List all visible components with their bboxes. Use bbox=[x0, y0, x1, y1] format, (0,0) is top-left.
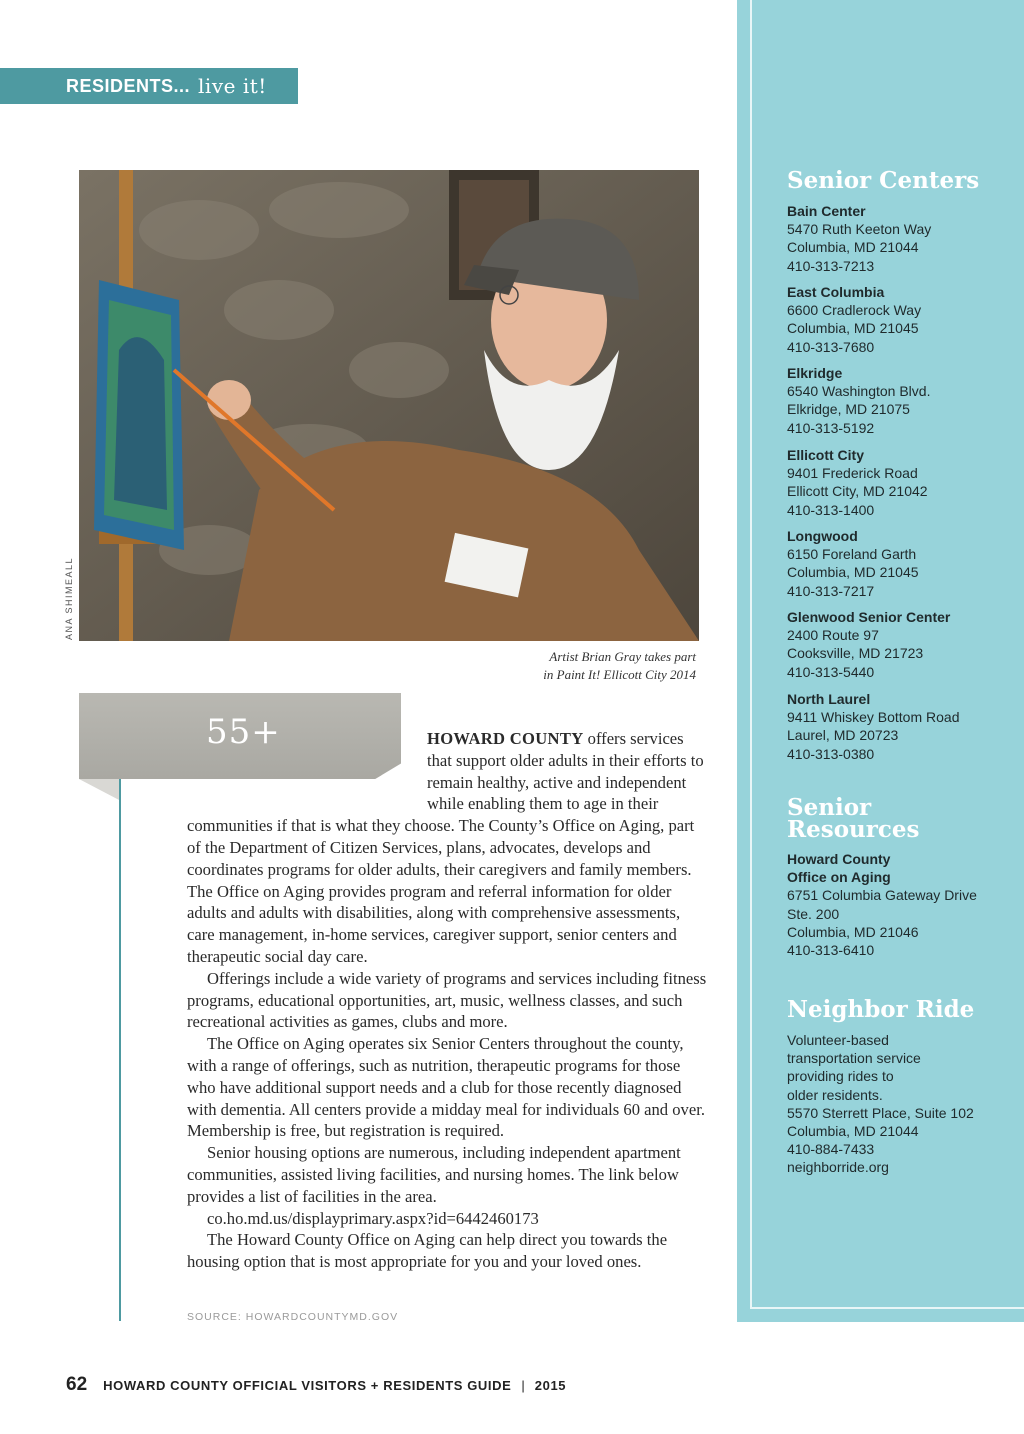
section-label: RESIDENTS... bbox=[66, 75, 191, 96]
caption-line-1: Artist Brian Gray takes part bbox=[549, 649, 696, 664]
center-entry: East Columbia 6600 Cradlerock Way Columbia, MD 21045 410-313-7680 bbox=[787, 284, 922, 355]
center-entry: Ellicott City 9401 Frederick Road Ellicott City, MD 21042 410-313-1400 bbox=[787, 447, 928, 518]
center-entry: North Laurel 9411 Whiskey Bottom Road Laurel, MD 20723 410-313-0380 bbox=[787, 691, 960, 762]
page-footer bbox=[66, 1374, 566, 1396]
article-paragraph-2: Offerings include a wide variety of programs and services including fitness programs, educational opportunities, art, music, wellness classes, and such recreational activities as games, clubs and more. bbox=[187, 968, 707, 1032]
ride-website-link[interactable]: neighborride.org bbox=[787, 1159, 889, 1176]
article-body bbox=[187, 728, 707, 1273]
senior-centers-heading: Senior Centers bbox=[787, 167, 980, 194]
section-tab bbox=[0, 68, 298, 104]
center-entry: Glenwood Senior Center 2400 Route 97 Cooksville, MD 21723 410-313-5440 bbox=[787, 609, 951, 680]
center-entry: Bain Center 5470 Ruth Keeton Way Columbia, MD 21044 410-313-7213 bbox=[787, 203, 932, 274]
article-lead: HOWARD COUNTY bbox=[427, 729, 584, 748]
article-paragraph-3: The Office on Aging operates six Senior Centers throughout the county, with a range of offerings, such as nutrition, therapeutic programs for those who have additional support needs and a club for those recently diagnosed with dementia. All centers provide a midday meal for individuals 60 and over. Membership is free, but registration is required. bbox=[187, 1034, 705, 1141]
center-entry: Longwood 6150 Foreland Garth Columbia, MD 21045 410-313-7217 bbox=[787, 528, 919, 599]
article-link[interactable]: co.ho.md.us/displayprimary.aspx?id=6442460173 bbox=[207, 1208, 539, 1228]
ride-entry: Volunteer-based transportation service providing rides to older residents. 5570 Sterrett Place, Suite 102 Columbia, MD 21044 410-884-7433 neighborride.org bbox=[787, 1032, 974, 1176]
banner-title: 55+ bbox=[206, 712, 281, 752]
publication-title: HOWARD COUNTY OFFICIAL VISITORS + RESIDENTS GUIDE bbox=[103, 1378, 512, 1393]
banner-fold bbox=[79, 779, 121, 801]
center-entry: Elkridge 6540 Washington Blvd. Elkridge, MD 21075 410-313-5192 bbox=[787, 365, 931, 436]
artist-photo bbox=[79, 170, 699, 641]
vertical-rule bbox=[119, 779, 121, 1321]
article-paragraph-1: HOWARD COUNTY offers services that support older adults in their efforts to remain healthy, active and independent while enabling them to age in their communities if that is what they choose. The County’s Office on Aging, part of the Department of Citizen Services, plans, advocates, develops and coordinates programs for older adults, their caregivers and family members. The Office on Aging provides program and referral information for older adults and adults with disabilities, along with comprehensive assessments, care management, in-home services, caregiver support, senior centers and therapeutic social day care. bbox=[187, 729, 704, 966]
article-paragraph-5: The Howard County Office on Aging can help direct you towards the housing option that is most appropriate for you and your loved ones. bbox=[187, 1230, 668, 1272]
neighbor-ride-heading: Neighbor Ride bbox=[787, 996, 975, 1023]
section-tagline: live it! bbox=[198, 74, 267, 98]
article-paragraph-4: Senior housing options are numerous, including independent apartment communities, assisted living facilities, and nursing homes. The link below provides a list of facilities in the area. bbox=[187, 1143, 681, 1206]
painter-illustration bbox=[79, 170, 699, 641]
senior-resources-heading: Senior Resources bbox=[787, 794, 920, 843]
page-number: 62 bbox=[66, 1374, 88, 1395]
caption-line-2: in Paint It! Ellicott City 2014 bbox=[543, 667, 696, 682]
resource-entry: Howard County Office on Aging 6751 Columbia Gateway Drive Ste. 200 Columbia, MD 21046 410-313-6410 bbox=[787, 851, 977, 959]
photo-caption bbox=[470, 648, 696, 684]
publication-year: 2015 bbox=[534, 1378, 567, 1393]
photo-credit: ANA SHIMEALL bbox=[64, 556, 74, 640]
article-source: SOURCE: HOWARDCOUNTYMD.GOV bbox=[187, 1311, 399, 1323]
footer-separator: | bbox=[521, 1378, 525, 1393]
